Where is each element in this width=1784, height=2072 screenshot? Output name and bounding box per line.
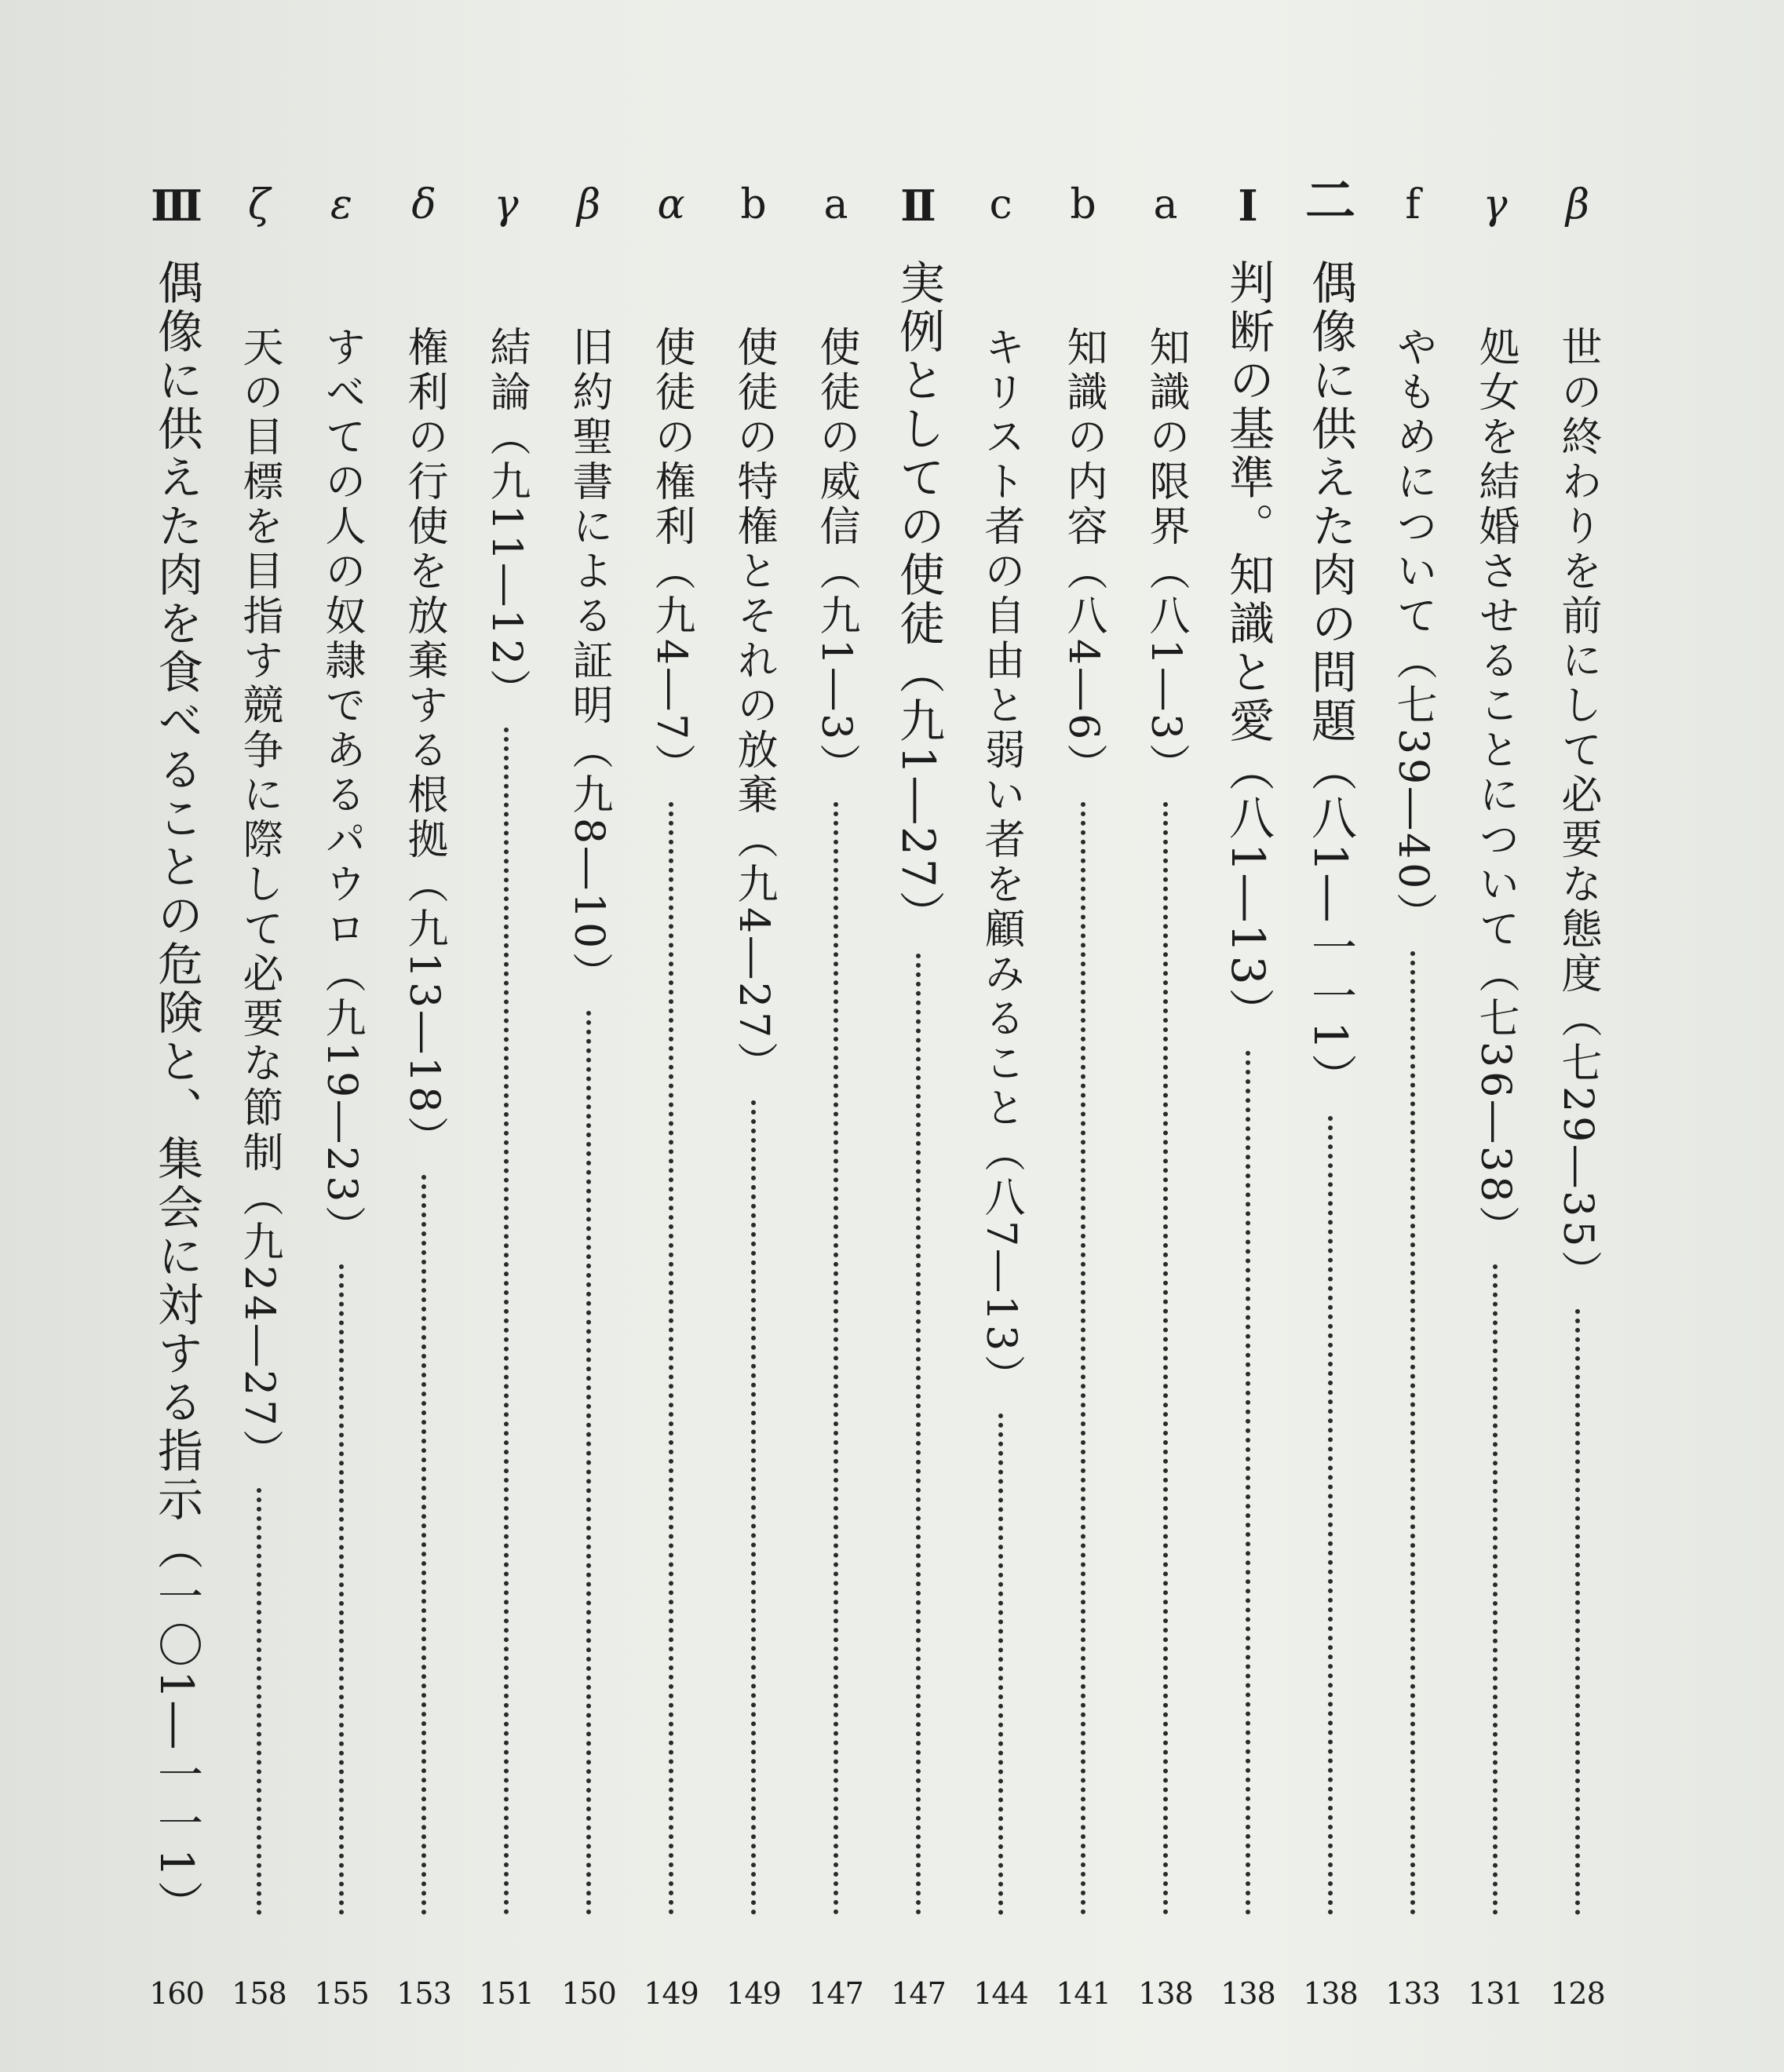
dot-leader [1575, 1309, 1585, 1915]
toc-entry-marker: γ [494, 181, 519, 228]
toc-entry-title: キリスト者の自由と弱い者を顧みること（八7―13） [977, 326, 1024, 1400]
dot-leader [586, 1011, 596, 1915]
toc-entry-title: 知識の内容（八4―6） [1060, 326, 1107, 789]
toc-entry-page-number: 147 [808, 1976, 863, 2011]
dot-leader [1493, 1264, 1502, 1915]
toc-entry-marker: 二 [1305, 172, 1355, 231]
toc-entry-marker: Ⅱ [900, 181, 936, 231]
toc-entry-page-number: 149 [726, 1976, 781, 2011]
toc-entry-marker: c [989, 181, 1012, 228]
toc-entry-marker: ζ [247, 181, 271, 228]
toc-entry-title: 使徒の特権とそれの放棄（九4―27） [730, 326, 777, 1087]
dot-leader [998, 1414, 1008, 1915]
toc-entry-page-number: 141 [1056, 1976, 1111, 2011]
toc-entry-marker: γ [1483, 181, 1508, 228]
dot-leader [834, 802, 843, 1915]
toc-entry-page-number: 138 [1220, 1976, 1275, 2011]
toc-entry[interactable] [804, 0, 867, 2041]
toc-entry-marker: β [1565, 181, 1590, 228]
toc-entry-marker: α [657, 181, 685, 228]
toc-entry-marker: ε [330, 181, 352, 228]
toc-entry-page-number: 128 [1550, 1976, 1605, 2011]
toc-entry[interactable] [1381, 0, 1444, 2041]
toc-entry-title: 実例としての使徒（九1―27） [892, 259, 945, 939]
toc-entry-page-number: 160 [149, 1976, 204, 2011]
toc-entry-title: 使徒の威信（九1―3） [812, 326, 859, 789]
toc-entry-title: 処女を結婚させることについて（七36―38） [1472, 326, 1519, 1251]
toc-entry-marker: Ⅰ [1238, 181, 1258, 231]
toc-entry-page-number: 138 [1303, 1976, 1358, 2011]
toc-entry-page-number: 131 [1468, 1976, 1523, 2011]
toc-entry-title: 使徒の権利（九4―7） [648, 326, 695, 789]
toc-entry-page-number: 147 [891, 1976, 946, 2011]
toc-entry[interactable] [475, 0, 538, 2041]
toc-entry-title: 権利の行使を放棄する根拠（九13―18） [400, 326, 447, 1162]
toc-entry-page-number: 133 [1385, 1976, 1440, 2011]
dot-leader [421, 1175, 431, 1915]
toc-entry-marker: β [576, 181, 601, 228]
toc-entry-title: すべての人の奴隷であるパウロ（九19―23） [318, 326, 365, 1251]
toc-entry-marker: a [1153, 181, 1178, 228]
dot-leader [339, 1264, 348, 1915]
dot-leader [1410, 951, 1420, 1915]
toc-entry[interactable] [640, 0, 702, 2041]
toc-entry[interactable] [1546, 0, 1609, 2041]
toc-entry-title: やもめについて（七39―40） [1389, 326, 1436, 938]
toc-entry[interactable] [310, 0, 373, 2041]
toc-entry[interactable] [145, 0, 208, 2041]
toc-entry[interactable] [1299, 0, 1362, 2041]
toc-entry[interactable] [722, 0, 785, 2041]
toc-entry-title: 天の目標を目指す競争に際して必要な節制（九24―27） [235, 326, 283, 1475]
toc-entry-title: 偶像に供えた肉を食べることの危険と、集会に対する指示（一〇1―一一1） [150, 259, 203, 1929]
toc-entry-title: 判断の基準。知識と愛（八1―13） [1221, 259, 1275, 1037]
toc-entry-marker: Ⅲ [151, 181, 202, 231]
dot-leader [1081, 802, 1090, 1915]
dot-leader [504, 728, 513, 1915]
toc-entry[interactable] [1217, 0, 1279, 2041]
toc-entry-title: 知識の限界（八1―3） [1142, 326, 1189, 789]
toc-entry-marker: f [1405, 181, 1421, 228]
dot-leader [669, 802, 678, 1915]
toc-entry[interactable] [887, 0, 950, 2041]
dot-leader [1163, 802, 1173, 1915]
toc-entry[interactable] [1134, 0, 1197, 2041]
toc-entry-page-number: 138 [1138, 1976, 1193, 2011]
dot-leader [257, 1488, 266, 1915]
toc-entry-page-number: 149 [644, 1976, 699, 2011]
toc-entry-marker: a [823, 181, 848, 228]
toc-entry-page-number: 153 [396, 1976, 451, 2011]
dot-leader [916, 954, 925, 1915]
toc-entry-marker: δ [411, 181, 436, 228]
toc-entry-marker: b [740, 181, 767, 228]
toc-entry-marker: b [1070, 181, 1096, 228]
toc-entry-title: 旧約聖書による証明（九8―10） [565, 326, 612, 998]
toc-entry[interactable] [557, 0, 620, 2041]
dot-leader [1246, 1051, 1255, 1915]
toc-entry-page-number: 151 [479, 1976, 534, 2011]
toc-entry[interactable] [228, 0, 290, 2041]
toc-entry-page-number: 158 [232, 1976, 286, 2011]
toc-entry-page-number: 155 [314, 1976, 369, 2011]
toc-entry-page-number: 144 [973, 1976, 1028, 2011]
toc-entry-title: 結論（九11―12） [483, 326, 530, 714]
toc-entry[interactable] [1464, 0, 1527, 2041]
toc-entry-page-number: 150 [561, 1976, 616, 2011]
dot-leader [751, 1100, 761, 1915]
toc-entry-title: 偶像に供えた肉の問題（八1―一一1） [1304, 259, 1357, 1102]
toc-entry[interactable] [392, 0, 455, 2041]
toc-entry[interactable] [969, 0, 1032, 2041]
toc-entry-title: 世の終わりを前にして必要な態度（七29―35） [1554, 326, 1601, 1296]
toc-entry[interactable] [1052, 0, 1115, 2041]
dot-leader [1328, 1116, 1337, 1915]
